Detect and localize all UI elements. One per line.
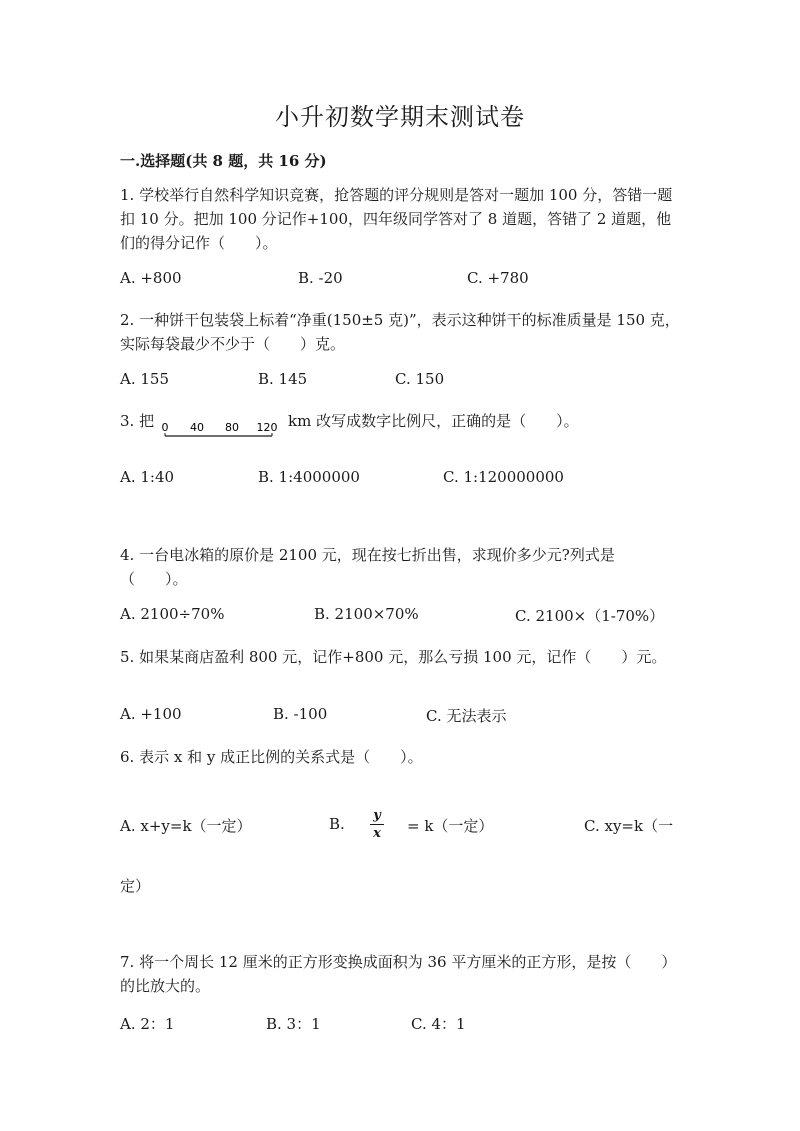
question-3-option-c: C. 1:120000000 — [443, 468, 564, 486]
question-5-option-c: C. 无法表示 — [426, 707, 507, 725]
question-2-text: 2. 一种饼干包装袋上标着“净重(150±5 克)”，表示这种饼干的标准质量是 150 克，实际每袋最少不少于（ ）克。 — [120, 311, 680, 353]
question-6-option-b-label: B. — [329, 815, 345, 833]
question-1-text: 1. 学校举行自然科学知识竞赛，抢答题的评分规则是答对一题加 100 分，答错一题扣 10 分。把加 100 分记作+100，四年级同学答对了 8 道题，答错了 2 道题，他们的得分记作（ ）。 — [120, 186, 673, 252]
question-1-option-b: B. -20 — [298, 269, 343, 287]
page-title: 小升初数学期末测试卷 — [275, 103, 525, 131]
question-6-option-c-wrap: 定） — [120, 877, 151, 895]
question-4-option-a: A. 2100÷70% — [120, 605, 225, 623]
question-2-option-c: C. 150 — [395, 370, 445, 388]
question-7-option-a: A. 2：1 — [120, 1015, 175, 1033]
fraction-bar — [370, 824, 384, 825]
question-6-option-b-rest: = k（一定） — [407, 817, 494, 835]
question-6-text: 6. 表示 x 和 y 成正比例的关系式是（ ）。 — [120, 748, 423, 766]
fraction-y-over-x — [366, 808, 388, 841]
question-6-option-a: A. x+y=k（一定） — [120, 817, 252, 835]
scale-tick-label: 80 — [225, 421, 239, 434]
scale-tick-label: 120 — [256, 421, 278, 434]
line-scale-graphic — [160, 420, 280, 440]
scale-tick-label: 40 — [190, 421, 204, 434]
question-4-text: 4. 一台电冰箱的原价是 2100 元，现在按七折出售，求现价多少元?列式是（ ）。 — [120, 546, 615, 588]
question-5-option-a: A. +100 — [120, 705, 182, 723]
question-5-option-b: B. -100 — [273, 705, 328, 723]
fraction-numerator: y — [373, 808, 381, 823]
question-1-option-c: C. +780 — [467, 269, 529, 287]
question-1-option-a: A. +800 — [120, 269, 182, 287]
question-3-option-a: A. 1:40 — [120, 468, 175, 486]
question-3-suffix: km 改写成数字比例尺，正确的是（ ）。 — [288, 412, 579, 430]
scale-tick-label: 0 — [161, 421, 169, 434]
question-3-prefix: 3. 把 — [120, 412, 155, 430]
question-4-option-c: C. 2100×（1-70%） — [515, 607, 665, 625]
question-5-text: 5. 如果某商店盈利 800 元，记作+800 元，那么亏损 100 元，记作（ ）元。 — [120, 648, 667, 666]
fraction-denominator: x — [373, 826, 381, 841]
section-heading: 一.选择题(共 8 题，共 16 分) — [120, 152, 327, 170]
question-2-option-b: B. 145 — [258, 370, 308, 388]
question-7-option-b: B. 3：1 — [266, 1015, 321, 1033]
question-7-option-c: C. 4：1 — [411, 1015, 466, 1033]
question-4-option-b: B. 2100×70% — [314, 605, 419, 623]
question-7-text: 7. 将一个周长 12 厘米的正方形变换成面积为 36 平方厘米的正方形，是按（ ）的比放大的。 — [120, 953, 677, 995]
question-2-option-a: A. 155 — [120, 370, 169, 388]
question-3-option-b: B. 1:4000000 — [258, 468, 360, 486]
question-6-option-c: C. xy=k（一 — [584, 817, 674, 835]
